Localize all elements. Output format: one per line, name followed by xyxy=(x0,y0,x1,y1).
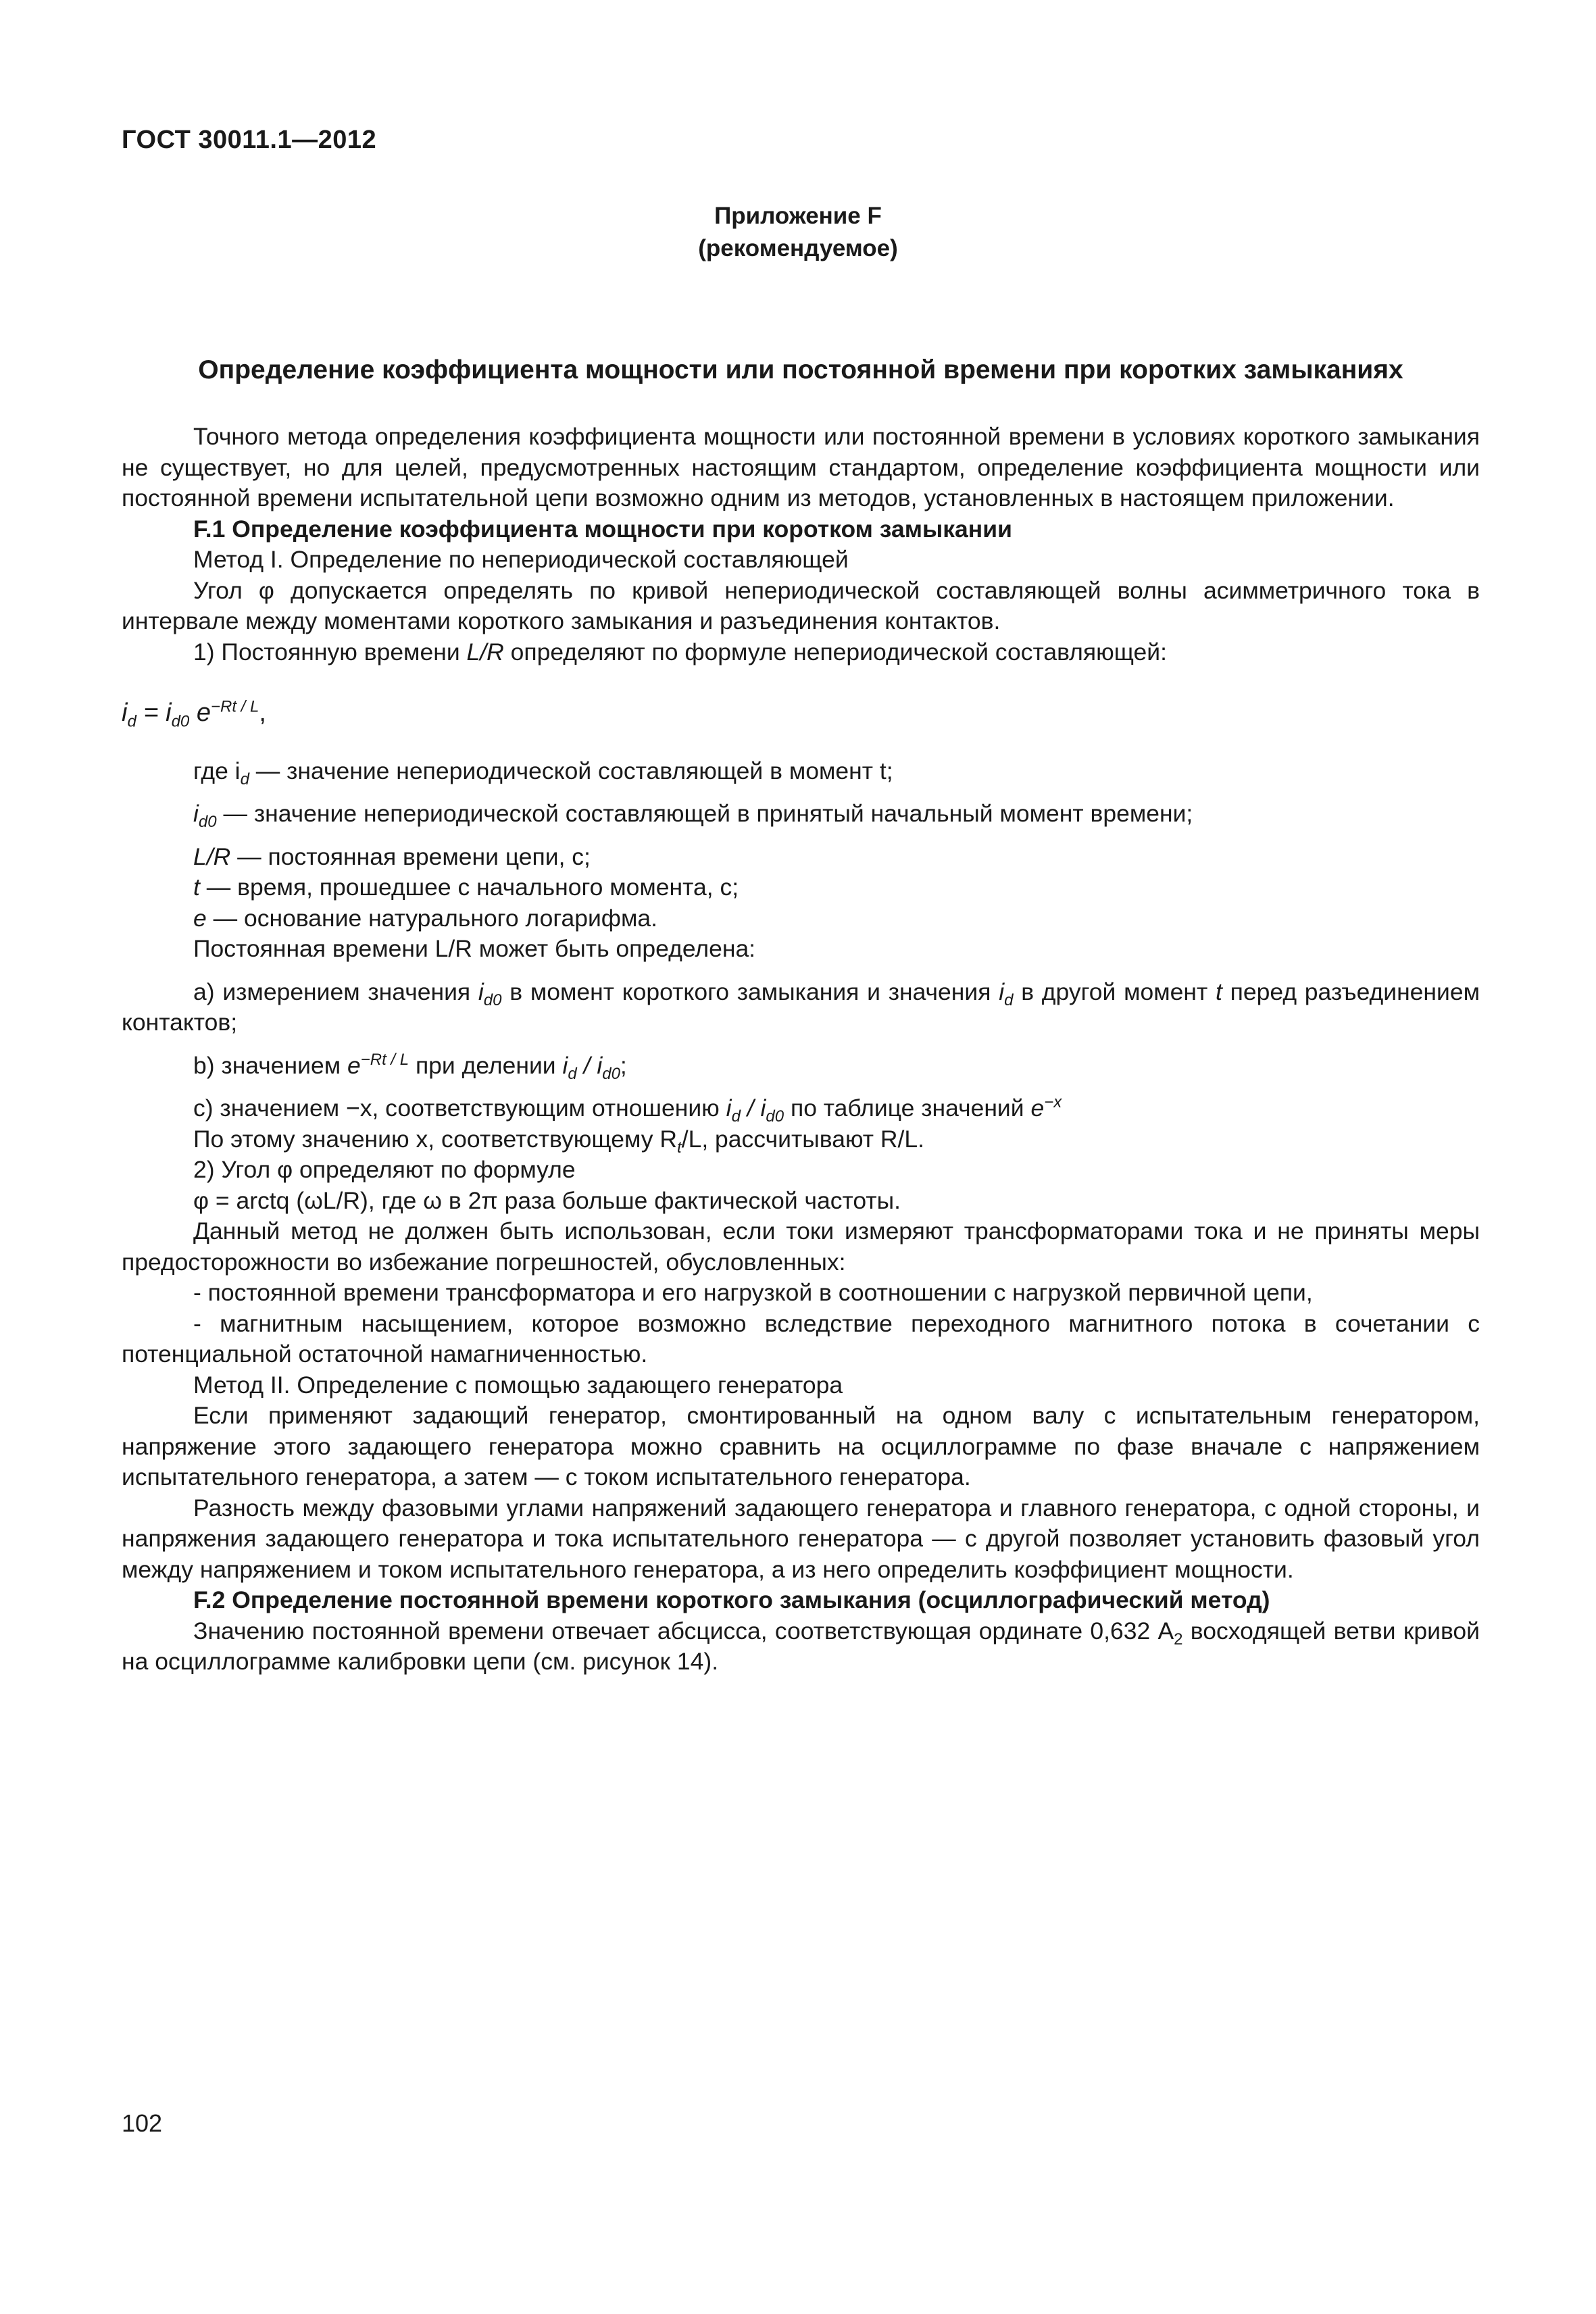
step-1 xyxy=(122,637,1480,668)
section-heading-f2: F.2 Определение постоянной времени короткого замыкания (осциллографический метод) xyxy=(193,1586,1270,1613)
intro-paragraph: Точного метода определения коэффициента мощности или постоянной времени в условиях короткого замыкания не существует, но для целей, предусмотренных настоящим стандартом, определение коэффициента мощности или постоянной времени испытательной цепи возможно одним из методов, установленных в настоящем приложении. xyxy=(122,423,1480,511)
option-a-text: а) измерением значения xyxy=(193,978,478,1005)
formula-eq: = i xyxy=(136,699,172,727)
by-value-sub: t xyxy=(677,1138,682,1157)
f2-text: Значению постоянной времени отвечает абсцисса, соответствующая ординате 0,632 A xyxy=(193,1617,1174,1644)
where-symbol: L/R xyxy=(193,842,231,870)
formula-lhs-sub: d xyxy=(127,712,136,731)
option-a-text: перед разъединением контактов; xyxy=(122,978,1480,1036)
f2-paragraph xyxy=(122,1616,1480,1678)
formula-exp-base: e xyxy=(189,699,211,727)
where-text: — время, прошедшее с начального момента, с; xyxy=(199,874,739,901)
option-b-text: ; xyxy=(620,1051,627,1079)
annex-label: Приложение F xyxy=(714,203,882,229)
option-c-exp-base: e xyxy=(1030,1095,1045,1122)
where-item-lr xyxy=(122,842,1480,873)
where-symbol-sub: d0 xyxy=(198,813,217,832)
method-2-label: Метод II. Определение с помощью задающего генератора xyxy=(193,1371,843,1399)
method-1-label: Метод I. Определение по непериодической составляющей xyxy=(193,546,849,573)
f2-sub: 2 xyxy=(1174,1630,1183,1649)
bullet-item: - постоянной времени трансформатора и его нагрузкой в соотношении с нагрузкой первичной цепи, xyxy=(193,1279,1313,1306)
by-value-line xyxy=(122,1124,1480,1155)
f2-text: восходящей ветви кривой на осциллограмме калибровки цепи (см. рисунок 14). xyxy=(122,1617,1480,1675)
decay-formula xyxy=(122,698,1480,729)
where-text: — постоянная времени цепи, с; xyxy=(230,842,591,870)
where-item-id0 xyxy=(122,799,1480,830)
where-item-id xyxy=(122,756,1480,787)
lr-determined: Постоянная времени L/R может быть определена: xyxy=(193,935,756,962)
formula-exponent: −Rt / L xyxy=(210,697,259,716)
section-heading-f1: F.1 Определение коэффициента мощности при коротком замыкании xyxy=(193,515,1012,543)
option-b-text: b) значением xyxy=(193,1051,347,1079)
by-value-text: По этому значению x, соответствующему R xyxy=(193,1125,678,1153)
body-text xyxy=(122,422,1480,1678)
formula-tail: , xyxy=(259,699,266,727)
annex-status: (рекомендуемое) xyxy=(698,235,898,261)
option-b-text: при делении xyxy=(409,1051,563,1079)
warning-paragraph: Данный метод не должен быть использован, если токи измеряют трансформаторами тока и не приняты меры предосторожности во избежание погрешностей, обусловленных: xyxy=(122,1217,1480,1276)
option-a-id0: $i_{d0}$ xyxy=(478,978,502,1009)
option-c-text: по таблице значений xyxy=(784,1095,1031,1122)
option-a-text: в момент короткого замыкания и значения xyxy=(501,978,999,1005)
where-symbol: i xyxy=(193,800,199,827)
option-b-ratio: $i_d / i_{d0}$ xyxy=(562,1051,620,1083)
where-symbol: t xyxy=(193,874,200,901)
standard-header: ГОСТ 30011.1—2012 xyxy=(122,126,377,154)
annex-title: Определение коэффициента мощности или постоянной времени при коротких замыканиях xyxy=(198,355,1403,384)
option-b-exponent: −Rt / L xyxy=(360,1050,409,1069)
option-a-t: t xyxy=(1216,978,1222,1005)
option-c-exponent: −x xyxy=(1044,1093,1062,1112)
option-b-exp-base: e xyxy=(347,1051,361,1079)
formula-rhs-sub: d0 xyxy=(171,712,190,731)
bullet-item: - магнитным насыщением, которое возможно вследствие переходного магнитного потока в сочетании с потенциальной остаточной намагниченностью. xyxy=(122,1309,1480,1367)
option-a-text: в другой момент xyxy=(1013,978,1216,1005)
angle-paragraph: Угол φ допускается определять по кривой непериодической составляющей волны асимметричного тока в интервале между моментами короткого замыкания и разъединения контактов. xyxy=(122,576,1480,634)
where-item-e xyxy=(122,903,1480,934)
option-c-ratio: $i_d / i_{d0}$ xyxy=(726,1095,784,1126)
method-2-paragraph-2: Разность между фазовыми углами напряжений задающего генератора и главного генератора, с одной стороны, и напряжения задающего генератора и тока испытательного генератора — с другой позволяет установить фазовый угол между напряжением и током испытательного генератора, а из него определить коэффициент мощности. xyxy=(122,1494,1480,1583)
where-text: — значение непериодической составляющей в момент t; xyxy=(249,757,893,784)
formula-lhs: i xyxy=(122,699,128,727)
step-2: 2) Угол φ определяют по формуле xyxy=(193,1156,576,1183)
phi-formula: φ = arctq (ωL/R), где ω в 2π раза больше фактической частоты. xyxy=(193,1186,901,1214)
where-text: — значение непериодической составляющей в принятый начальный момент времени; xyxy=(216,800,1193,827)
where-symbol: где i xyxy=(193,757,241,784)
option-c-text: c) значением −x, соответствующим отношению xyxy=(193,1095,726,1122)
option-b xyxy=(122,1051,1480,1082)
step-1-text-c: определяют по формуле непериодической составляющей: xyxy=(503,638,1167,665)
option-a xyxy=(122,977,1480,1038)
option-c xyxy=(122,1093,1480,1124)
method-2-paragraph-1: Если применяют задающий генератор, смонтированный на одном валу с испытательным генератором, напряжение этого задающего генератора можно сравнить на осциллограмме по фазе вначале с напряжением испытательного генератора, а затем — с током испытательного генератора. xyxy=(122,1402,1480,1490)
step-1-text-a: 1) Постоянную времени xyxy=(193,638,467,665)
option-a-id: $i_d$ xyxy=(999,978,1014,1009)
where-symbol-sub: d xyxy=(240,770,249,788)
by-value-tail: /L, рассчитывают R/L. xyxy=(681,1125,925,1153)
step-1-lr: L/R xyxy=(466,638,504,665)
where-symbol: e xyxy=(193,904,207,932)
where-item-t xyxy=(122,872,1480,903)
where-text: — основание натурального логарифма. xyxy=(206,904,658,932)
page-number: 102 xyxy=(122,2109,163,2137)
